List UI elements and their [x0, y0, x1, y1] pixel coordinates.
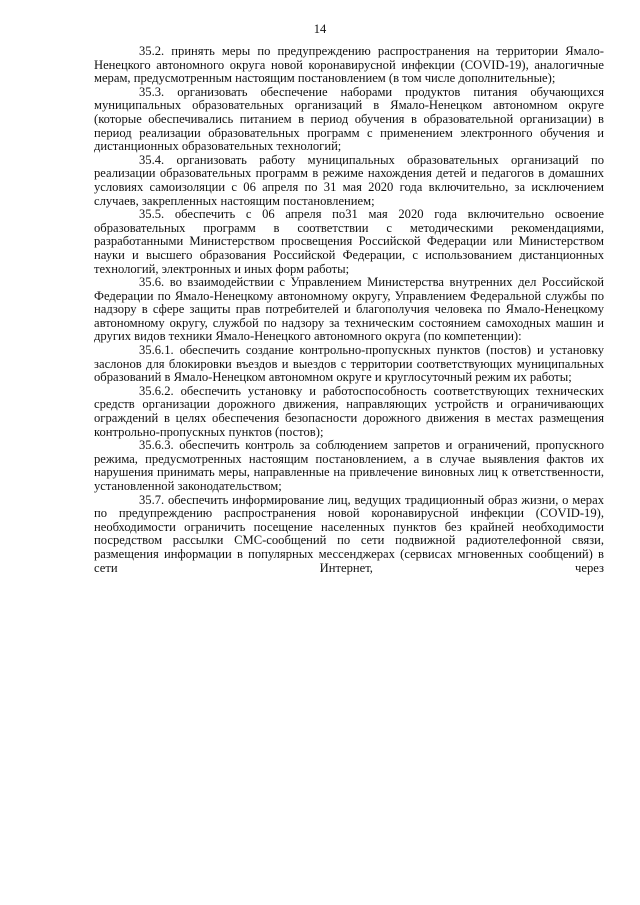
document-body [94, 45, 604, 575]
paragraph-35-5: 35.5. обеспечить с 06 апреля по31 мая 2020 года включительно освоение образовательных программ в соответствии с методическими рекомендациями, разработанными Министерством просвещения Российской Федерации или Министерством науки и высшего образования Российской Федерации, с использованием дистанционных технологий, электронных и иных форм работы; [94, 207, 604, 276]
paragraph-35-2: 35.2. принять меры по предупреждению распространения на территории Ямало-Ненецкого автономного округа новой коронавирусной инфекции (COVID-19), аналогичные мерам, предусмотренным настоящим постановлением (в том числе дополнительные); [94, 44, 604, 86]
paragraph-35-6-1: 35.6.1. обеспечить создание контрольно-пропускных пунктов (постов) и установку заслонов для блокировки въездов и выездов с территории соответствующих муниципальных образований в Ямало-Ненецком автономном округе и круглосуточный режим их работы; [94, 343, 604, 385]
paragraph-35-7: 35.7. обеспечить информирование лиц, ведущих традиционный образ жизни, о мерах по предупреждению распространения новой коронавирусной инфекции (COVID-19), необходимости ограничить посещение населенных пунктов без крайней необходимости посредством рассылки СМС-сообщений по сети подвижной радиотелефонной связи, размещения информации в популярных мессенджерах (сервисах мгновенных сообщений) в сети Интернет, через [94, 492, 604, 575]
paragraph-35-6-3: 35.6.3. обеспечить контроль за соблюдением запретов и ограничений, пропускного режима, предусмотренных настоящим постановлением, а в случае выявления фактов их нарушения принимать меры, направленные на привлечение виновных лиц к ответственности, установленной законодательством; [94, 438, 604, 493]
paragraph-35-3: 35.3. организовать обеспечение наборами продуктов питания обучающихся муниципальных образовательных организаций в Ямало-Ненецком автономном округе (которые обеспечивались питанием в период обучения в образовательной организации) в период реализации образовательных программ с применением электронного обучения и дистанционных образовательных технологий; [94, 84, 604, 154]
paragraph-35-6-2: 35.6.2. обеспечить установку и работоспособность соответствующих технических средств организации дорожного движения, направляющих устройств и ограничивающих ограждений в целях обеспечения безопасности дорожного движения в местах размещения контрольно-пропускных пунктов (постов); [94, 383, 604, 439]
paragraph-35-6: 35.6. во взаимодействии с Управлением Министерства внутренних дел Российской Федерации по Ямало-Ненецкому автономному округу, Управлением Федеральной службы по надзору в сфере защиты прав потребителей и благополучия человека по Ямало-Ненецкому автономному округу, службой по надзору за техническим состоянием самоходных машин и других видов техники Ямало-Ненецкого автономного округа (по компетенции): [94, 275, 604, 344]
paragraph-35-4: 35.4. организовать работу муниципальных образовательных организаций по реализации образовательных программ в режиме нахождения детей и педагогов в домашних условиях самоизоляции с 06 апреля по 31 мая 2020 года включительно, за исключением случаев, закрепленных настоящим постановлением; [94, 152, 604, 208]
page-number: 14 [313, 22, 327, 36]
